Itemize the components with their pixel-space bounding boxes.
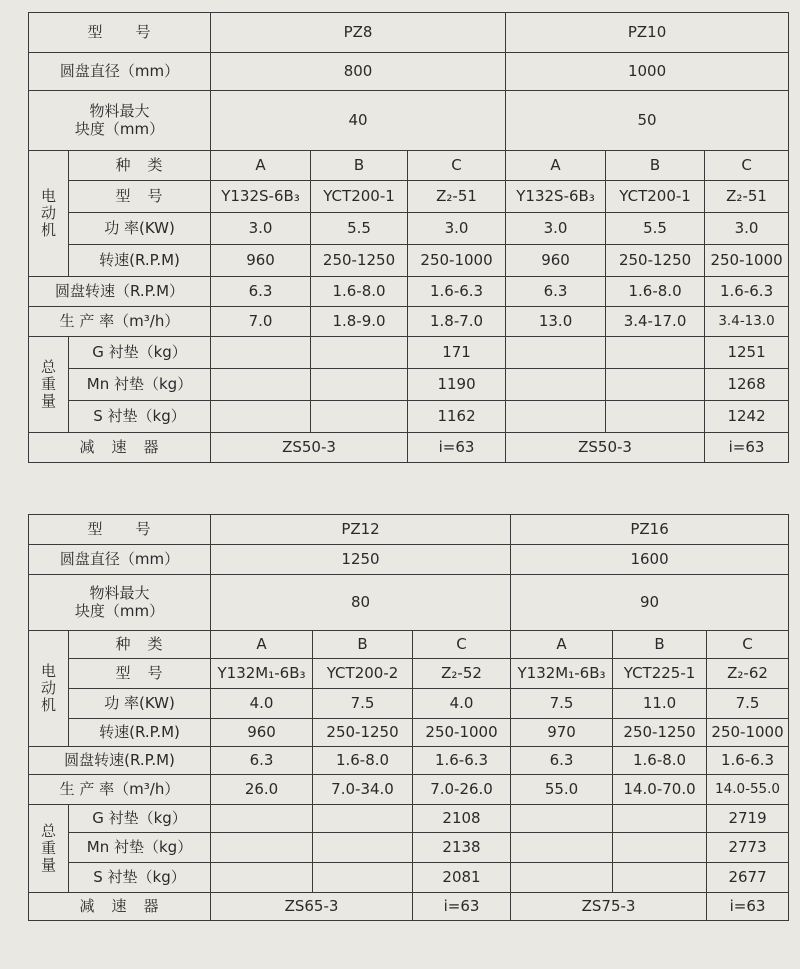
spec-table-2: [28, 514, 789, 921]
power-label: 功 率(KW): [69, 689, 211, 719]
productivity-cell: 1.8-9.0: [311, 307, 408, 337]
weight-group-label: [29, 337, 69, 433]
weight-cell: 2773: [707, 833, 789, 863]
power-cell: 4.0: [211, 689, 313, 719]
weight-char: 总: [40, 821, 56, 840]
model-label: 型 号: [29, 515, 211, 545]
weight-label: Mn 衬垫（kg）: [69, 833, 211, 863]
kind-cell: A: [211, 631, 313, 659]
weight-row-g: [29, 337, 789, 369]
motor-char: 动: [40, 203, 56, 222]
speed-cell: 970: [511, 719, 613, 747]
productivity-row: [29, 775, 789, 805]
disc-diameter-value: 1000: [506, 53, 789, 91]
weight-cell: 171: [408, 337, 506, 369]
power-cell: 7.5: [511, 689, 613, 719]
disc-speed-row: [29, 747, 789, 775]
kind-cell: A: [511, 631, 613, 659]
kind-cell: B: [313, 631, 413, 659]
power-cell: 11.0: [613, 689, 707, 719]
weight-cell: 1251: [705, 337, 789, 369]
weight-cell: [311, 337, 408, 369]
power-cell: 3.0: [705, 213, 789, 245]
motor-type-cell: Z₂-51: [408, 181, 506, 213]
disc-diameter-row: [29, 53, 789, 91]
disc-speed-cell: 6.3: [211, 277, 311, 307]
speed-cell: 250-1250: [613, 719, 707, 747]
weight-char: 量: [40, 392, 56, 411]
motor-type-cell: Y132M₁-6B₃: [511, 659, 613, 689]
reducer-model: ZS50-3: [211, 433, 408, 463]
reducer-ratio: i=63: [705, 433, 789, 463]
weight-row-mn: [29, 833, 789, 863]
motor-type-cell: YCT225-1: [613, 659, 707, 689]
productivity-cell: 3.4-17.0: [606, 307, 705, 337]
weight-label: S 衬垫（kg）: [69, 863, 211, 893]
kind-label: 种 类: [69, 631, 211, 659]
weight-row-g: [29, 805, 789, 833]
model-value: PZ12: [211, 515, 511, 545]
reducer-ratio: i=63: [413, 893, 511, 921]
productivity-cell: 7.0-34.0: [313, 775, 413, 805]
speed-cell: 250-1250: [311, 245, 408, 277]
disc-speed-cell: 1.6-8.0: [606, 277, 705, 307]
speed-cell: 960: [506, 245, 606, 277]
weight-cell: [506, 337, 606, 369]
disc-speed-cell: 1.6-8.0: [613, 747, 707, 775]
power-cell: 4.0: [413, 689, 511, 719]
weight-cell: [211, 337, 311, 369]
disc-diameter-label: 圆盘直径（mm）: [29, 53, 211, 91]
weight-label: G 衬垫（kg）: [69, 805, 211, 833]
weight-row-s: [29, 401, 789, 433]
max-size-label-line1: 物料最大: [89, 102, 150, 121]
kind-cell: C: [408, 151, 506, 181]
motor-char: 电: [40, 661, 56, 680]
motor-type-cell: YCT200-2: [313, 659, 413, 689]
reducer-label: 减 速 器: [29, 893, 211, 921]
power-label: 功 率(KW): [69, 213, 211, 245]
weight-cell: 2719: [707, 805, 789, 833]
weight-cell: 1190: [408, 369, 506, 401]
weight-cell: [511, 805, 613, 833]
motor-char: 动: [40, 678, 56, 697]
motor-group-label: [29, 631, 69, 747]
motor-type-cell: Y132S-6B₃: [506, 181, 606, 213]
max-size-label: [29, 575, 211, 631]
motor-type-row: [29, 181, 789, 213]
motor-char: 电: [40, 186, 56, 205]
productivity-label: 生 产 率（m³/h）: [29, 307, 211, 337]
productivity-cell: 55.0: [511, 775, 613, 805]
disc-speed-row: [29, 277, 789, 307]
weight-cell: [506, 401, 606, 433]
weight-cell: [606, 369, 705, 401]
weight-cell: [313, 805, 413, 833]
speed-cell: 250-1000: [705, 245, 789, 277]
weight-cell: 2677: [707, 863, 789, 893]
weight-cell: [613, 805, 707, 833]
speed-label: 转速(R.P.M): [69, 245, 211, 277]
weight-char: 重: [40, 838, 56, 857]
weight-cell: [606, 401, 705, 433]
type-label: 型 号: [69, 181, 211, 213]
weight-cell: [511, 863, 613, 893]
speed-row: [29, 245, 789, 277]
power-cell: 5.5: [311, 213, 408, 245]
disc-diameter-value: 1600: [511, 545, 789, 575]
reducer-label: 减 速 器: [29, 433, 211, 463]
motor-type-cell: Y132M₁-6B₃: [211, 659, 313, 689]
disc-diameter-row: [29, 545, 789, 575]
disc-speed-cell: 1.6-8.0: [311, 277, 408, 307]
productivity-cell: 3.4-13.0: [705, 307, 789, 337]
weight-cell: [606, 337, 705, 369]
type-label: 型 号: [69, 659, 211, 689]
model-value: PZ8: [211, 13, 506, 53]
weight-cell: 2081: [413, 863, 511, 893]
productivity-cell: 13.0: [506, 307, 606, 337]
disc-speed-cell: 6.3: [511, 747, 613, 775]
model-row: [29, 13, 789, 53]
max-size-label-line2: 块度（mm）: [74, 601, 165, 620]
weight-cell: [311, 369, 408, 401]
weight-label: S 衬垫（kg）: [69, 401, 211, 433]
power-cell: 5.5: [606, 213, 705, 245]
model-value: PZ16: [511, 515, 789, 545]
productivity-cell: 7.0-26.0: [413, 775, 511, 805]
motor-char: 机: [40, 696, 56, 715]
motor-type-cell: Z₂-52: [413, 659, 511, 689]
weight-cell: 1162: [408, 401, 506, 433]
weight-cell: [613, 833, 707, 863]
motor-kind-row: [29, 151, 789, 181]
weight-char: 量: [40, 856, 56, 875]
model-row: [29, 515, 789, 545]
kind-cell: C: [413, 631, 511, 659]
disc-speed-cell: 6.3: [506, 277, 606, 307]
kind-cell: A: [211, 151, 311, 181]
weight-cell: [506, 369, 606, 401]
speed-cell: 960: [211, 719, 313, 747]
disc-speed-cell: 1.6-8.0: [313, 747, 413, 775]
motor-type-cell: YCT200-1: [606, 181, 705, 213]
weight-cell: 2138: [413, 833, 511, 863]
disc-diameter-value: 1250: [211, 545, 511, 575]
motor-char: 机: [40, 221, 56, 240]
disc-speed-cell: 1.6-6.3: [705, 277, 789, 307]
weight-cell: 1268: [705, 369, 789, 401]
speed-row: [29, 719, 789, 747]
productivity-cell: 1.8-7.0: [408, 307, 506, 337]
power-row: [29, 689, 789, 719]
model-value: PZ10: [506, 13, 789, 53]
power-cell: 7.5: [707, 689, 789, 719]
reducer-model: ZS75-3: [511, 893, 707, 921]
weight-cell: [211, 863, 313, 893]
max-size-value: 50: [506, 91, 789, 151]
reducer-model: ZS65-3: [211, 893, 413, 921]
weight-group-label: [29, 805, 69, 893]
disc-diameter-label: 圆盘直径（mm）: [29, 545, 211, 575]
power-cell: 3.0: [211, 213, 311, 245]
productivity-cell: 14.0-55.0: [707, 775, 789, 805]
weight-cell: 2108: [413, 805, 511, 833]
max-size-label-line1: 物料最大: [89, 584, 150, 603]
disc-speed-cell: 6.3: [211, 747, 313, 775]
speed-cell: 250-1000: [413, 719, 511, 747]
disc-diameter-value: 800: [211, 53, 506, 91]
reducer-row: [29, 893, 789, 921]
kind-cell: A: [506, 151, 606, 181]
weight-row-s: [29, 863, 789, 893]
power-row: [29, 213, 789, 245]
disc-speed-cell: 1.6-6.3: [408, 277, 506, 307]
productivity-cell: 7.0: [211, 307, 311, 337]
speed-cell: 250-1000: [707, 719, 789, 747]
weight-label: Mn 衬垫（kg）: [69, 369, 211, 401]
weight-cell: [511, 833, 613, 863]
max-size-value: 90: [511, 575, 789, 631]
speed-cell: 960: [211, 245, 311, 277]
kind-cell: C: [707, 631, 789, 659]
spec-table-1: [28, 12, 789, 463]
disc-speed-cell: 1.6-6.3: [707, 747, 789, 775]
reducer-ratio: i=63: [408, 433, 506, 463]
weight-cell: [613, 863, 707, 893]
weight-cell: [211, 369, 311, 401]
kind-label: 种 类: [69, 151, 211, 181]
max-size-value: 80: [211, 575, 511, 631]
kind-cell: B: [606, 151, 705, 181]
weight-row-mn: [29, 369, 789, 401]
motor-type-row: [29, 659, 789, 689]
weight-char: 重: [40, 374, 56, 393]
productivity-label: 生 产 率（m³/h）: [29, 775, 211, 805]
weight-cell: 1242: [705, 401, 789, 433]
motor-group-label: [29, 151, 69, 277]
weight-cell: [313, 863, 413, 893]
max-size-row: [29, 575, 789, 631]
power-cell: 3.0: [506, 213, 606, 245]
motor-kind-row: [29, 631, 789, 659]
kind-cell: B: [613, 631, 707, 659]
speed-cell: 250-1000: [408, 245, 506, 277]
weight-char: 总: [40, 357, 56, 376]
motor-type-cell: Z₂-62: [707, 659, 789, 689]
productivity-cell: 26.0: [211, 775, 313, 805]
max-size-value: 40: [211, 91, 506, 151]
weight-cell: [211, 805, 313, 833]
disc-speed-label: 圆盘转速（R.P.M）: [29, 277, 211, 307]
weight-label: G 衬垫（kg）: [69, 337, 211, 369]
reducer-row: [29, 433, 789, 463]
weight-cell: [313, 833, 413, 863]
disc-speed-cell: 1.6-6.3: [413, 747, 511, 775]
disc-speed-label: 圆盘转速(R.P.M): [29, 747, 211, 775]
weight-cell: [211, 833, 313, 863]
speed-cell: 250-1250: [313, 719, 413, 747]
weight-cell: [211, 401, 311, 433]
kind-cell: C: [705, 151, 789, 181]
reducer-ratio: i=63: [707, 893, 789, 921]
power-cell: 3.0: [408, 213, 506, 245]
model-label: 型 号: [29, 13, 211, 53]
weight-cell: [311, 401, 408, 433]
power-cell: 7.5: [313, 689, 413, 719]
productivity-row: [29, 307, 789, 337]
speed-cell: 250-1250: [606, 245, 705, 277]
motor-type-cell: YCT200-1: [311, 181, 408, 213]
max-size-label: [29, 91, 211, 151]
speed-label: 转速(R.P.M): [69, 719, 211, 747]
reducer-model: ZS50-3: [506, 433, 705, 463]
kind-cell: B: [311, 151, 408, 181]
max-size-row: [29, 91, 789, 151]
max-size-label-line2: 块度（mm）: [74, 119, 165, 138]
motor-type-cell: Y132S-6B₃: [211, 181, 311, 213]
motor-type-cell: Z₂-51: [705, 181, 789, 213]
productivity-cell: 14.0-70.0: [613, 775, 707, 805]
